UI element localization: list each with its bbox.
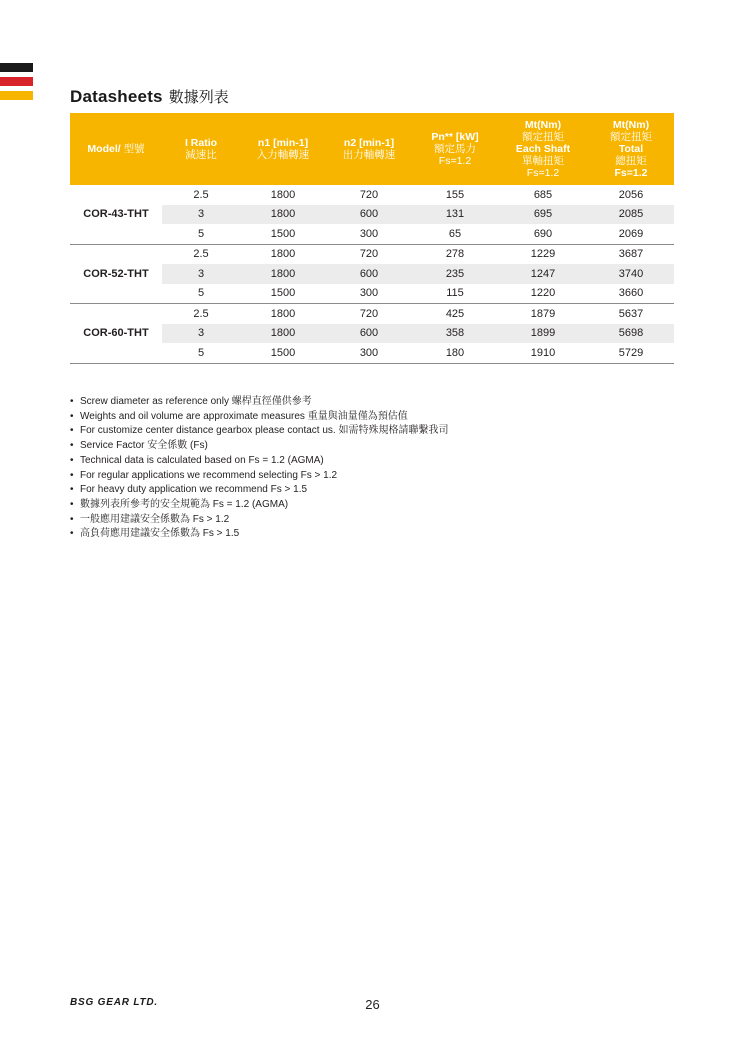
col-header-n1-zh: 入力軸轉速 <box>256 149 310 161</box>
table-cell: 3687 <box>618 248 644 261</box>
table-header-row <box>70 113 674 185</box>
table-cell: 1247 <box>498 264 588 284</box>
datasheet-table <box>70 113 674 364</box>
table-cell: 2.5 <box>193 188 209 201</box>
table-cell: 695 <box>498 205 588 225</box>
table-cell: 3740 <box>588 264 674 284</box>
table-cell: 600 <box>326 324 412 344</box>
col-header-ratio-en: I Ratio <box>184 137 218 149</box>
note-item: • 一般應用建議安全係數為 Fs > 1.2 <box>70 513 448 528</box>
note-item: • Technical data is calculated based on Fs = 1.2 (AGMA) <box>70 454 448 469</box>
table-cell: 300 <box>326 224 412 244</box>
table-cell: 5 <box>162 343 240 363</box>
col-header-mt-each-sub: Each Shaft <box>515 143 571 155</box>
col-header-mt-each-fs: Fs=1.2 <box>526 167 560 179</box>
table-cell: 3 <box>162 205 240 225</box>
col-header-mt-each <box>498 113 588 185</box>
table-cell: 1899 <box>498 324 588 344</box>
note-item: • 高負荷應用建議安全係數為 Fs > 1.5 <box>70 527 448 542</box>
page-number: 26 <box>365 997 380 1012</box>
note-item: • For customize center distance gearbox please contact us. 如需特殊規格請聯繫我司 <box>70 424 448 439</box>
table-cell: 3660 <box>588 284 674 304</box>
table-row <box>70 244 674 264</box>
note-item: • Service Factor 安全係數 (Fs) <box>70 439 448 454</box>
col-header-mt-total-zh: 額定扭矩 <box>610 131 652 143</box>
col-header-pn <box>412 113 498 185</box>
col-header-n2-zh: 出力軸轉速 <box>342 149 396 161</box>
col-header-mt-total-sub: Total <box>618 143 644 155</box>
table-cell: 5637 <box>618 307 644 320</box>
table-cell: 1500 <box>240 284 326 304</box>
table-cell: 685 <box>533 188 553 201</box>
col-header-ratio-zh: 減速比 <box>185 149 217 161</box>
table-cell: 2.5 <box>193 248 209 261</box>
col-header-n1 <box>240 113 326 185</box>
table-cell: 1879 <box>530 307 556 320</box>
table-cell: 3 <box>162 264 240 284</box>
table-cell: 180 <box>412 343 498 363</box>
note-item: • Weights and oil volume are approximate measures 重量與油量僅為預估值 <box>70 410 448 425</box>
table-cell: 600 <box>326 264 412 284</box>
table-cell: 1500 <box>240 224 326 244</box>
col-header-model <box>70 113 162 185</box>
table-row <box>70 304 674 324</box>
table-cell: 2085 <box>588 205 674 225</box>
table-cell: 115 <box>412 284 498 304</box>
page-title-en: Datasheets <box>70 87 163 106</box>
flag-stripe-gold <box>0 91 33 100</box>
col-header-mt-total-sub-zh: 總扭矩 <box>615 155 647 167</box>
col-header-n2-en: n2 [min-1] <box>343 137 395 149</box>
table-cell: 2056 <box>618 188 644 201</box>
table-cell: 278 <box>445 248 465 261</box>
table-cell: 720 <box>359 248 379 261</box>
col-header-mt-each-en: Mt(Nm) <box>524 119 562 131</box>
table-cell: 720 <box>359 307 379 320</box>
col-header-model-zh: 型號 <box>123 143 145 155</box>
table-cell: 690 <box>498 224 588 244</box>
page-title-zh: 數據列表 <box>168 89 229 106</box>
col-header-mt-each-sub-zh: 單軸扭矩 <box>522 155 564 167</box>
table-cell: 1800 <box>270 307 296 320</box>
col-header-mt-total-en: Mt(Nm) <box>612 119 650 131</box>
table-cell: 2.5 <box>193 307 209 320</box>
note-item: • 數據列表所參考的安全規範為 Fs = 1.2 (AGMA) <box>70 498 448 513</box>
col-header-pn-fs: Fs=1.2 <box>438 155 472 167</box>
table-cell: 65 <box>412 224 498 244</box>
table-cell: 1800 <box>240 205 326 225</box>
table-cell: 1800 <box>270 188 296 201</box>
table-cell: 1800 <box>270 248 296 261</box>
table-cell: 1910 <box>498 343 588 363</box>
page-title <box>70 86 229 107</box>
table-cell: 1229 <box>530 248 556 261</box>
col-header-n1-en: n1 [min-1] <box>257 137 309 149</box>
model-cell: COR-43-THT <box>70 185 162 244</box>
table-cell: 300 <box>326 284 412 304</box>
note-item: • For regular applications we recommend selecting Fs > 1.2 <box>70 469 448 484</box>
table-cell: 2069 <box>588 224 674 244</box>
flag-stripe-red <box>0 77 33 86</box>
table-cell: 300 <box>326 343 412 363</box>
table-cell: 1500 <box>240 343 326 363</box>
table-cell: 1800 <box>240 264 326 284</box>
company-logo: BSG GEAR LTD. <box>70 997 158 1008</box>
table-cell: 600 <box>326 205 412 225</box>
flag-stripe-black <box>0 63 33 72</box>
table-cell: 155 <box>445 188 465 201</box>
col-header-model-en: Model/ <box>87 143 121 155</box>
table-row <box>70 185 674 205</box>
note-item: • For heavy duty application we recommend Fs > 1.5 <box>70 483 448 498</box>
table-cell: 1800 <box>240 324 326 344</box>
note-item: • Screw diameter as reference only 螺桿直徑僅供參考 <box>70 395 448 410</box>
table-cell: 1220 <box>498 284 588 304</box>
model-cell: COR-60-THT <box>70 304 162 364</box>
table-cell: 5698 <box>588 324 674 344</box>
table-cell: 235 <box>412 264 498 284</box>
table-cell: 720 <box>359 188 379 201</box>
model-cell: COR-52-THT <box>70 244 162 304</box>
col-header-mt-total <box>588 113 674 185</box>
col-header-mt-each-zh: 額定扭矩 <box>522 131 564 143</box>
col-header-n2 <box>326 113 412 185</box>
col-header-pn-en: Pn** [kW] <box>431 131 479 143</box>
table-cell: 131 <box>412 205 498 225</box>
col-header-mt-total-fs: Fs=1.2 <box>614 167 648 179</box>
table-cell: 358 <box>412 324 498 344</box>
table-cell: 5729 <box>588 343 674 363</box>
notes-list <box>70 395 448 542</box>
table-cell: 425 <box>445 307 465 320</box>
table-cell: 5 <box>162 224 240 244</box>
col-header-ratio <box>162 113 240 185</box>
table-cell: 3 <box>162 324 240 344</box>
table-cell: 5 <box>162 284 240 304</box>
col-header-pn-zh: 額定馬力 <box>434 143 476 155</box>
